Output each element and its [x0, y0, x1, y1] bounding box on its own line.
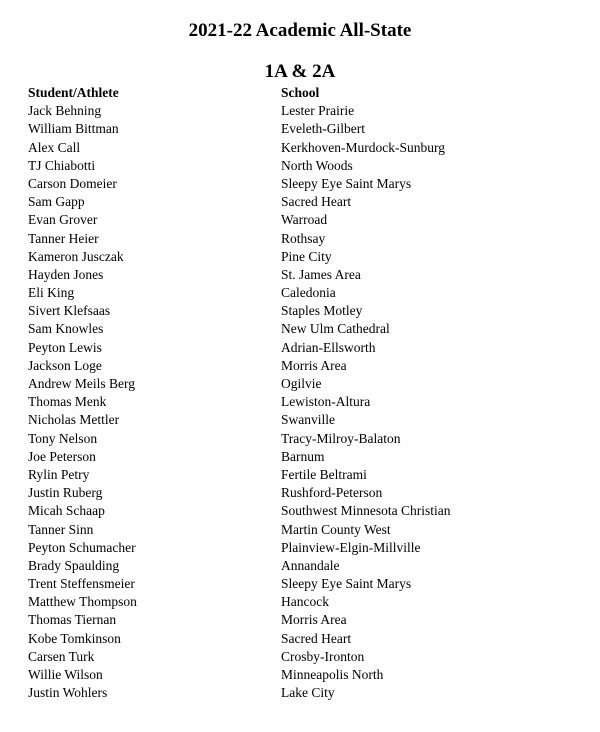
table-row — [28, 684, 588, 702]
column-header-school: School — [281, 85, 320, 100]
table-row — [28, 611, 588, 629]
table-row — [28, 411, 588, 429]
table-row — [28, 139, 588, 157]
table-row — [28, 157, 588, 175]
table-row — [28, 302, 588, 320]
student-name: Brady Spaulding — [28, 557, 120, 573]
table-row — [28, 593, 588, 611]
student-name: Justin Wohlers — [28, 685, 108, 701]
student-name: Jack Behning — [28, 103, 102, 119]
school-name: Plainview-Elgin-Millville — [281, 539, 421, 555]
school-name: Caledonia — [281, 285, 336, 301]
column-header-student: Student/Athlete — [28, 85, 119, 100]
student-name: Alex Call — [28, 139, 81, 155]
student-name: Sam Knowles — [28, 321, 104, 337]
table-row — [28, 120, 588, 138]
student-name: William Bittman — [28, 121, 119, 137]
school-name: Morris Area — [281, 612, 347, 628]
school-name: Lake City — [281, 685, 335, 701]
school-name: Sacred Heart — [281, 194, 352, 210]
student-name: Matthew Thompson — [28, 594, 137, 610]
school-name: Swanville — [281, 412, 335, 428]
document-subtitle: 1A & 2A — [264, 61, 336, 82]
school-name: Rushford-Peterson — [281, 485, 383, 501]
table-row — [28, 339, 588, 357]
table-row — [28, 102, 588, 120]
student-name: Rylin Petry — [28, 466, 90, 482]
student-name: Peyton Lewis — [28, 339, 102, 355]
table-row — [28, 539, 588, 557]
student-name: Tony Nelson — [28, 430, 98, 446]
table-row — [28, 630, 588, 648]
school-name: Southwest Minnesota Christian — [281, 503, 451, 519]
roster-table — [28, 84, 588, 702]
student-name: Evan Grover — [28, 212, 98, 228]
school-name: St. James Area — [281, 266, 361, 282]
school-name: Lester Prairie — [281, 103, 355, 119]
table-row — [28, 484, 588, 502]
document-title: 2021-22 Academic All-State — [188, 20, 412, 41]
table-row — [28, 175, 588, 193]
table-row — [28, 284, 588, 302]
school-name: Sacred Heart — [281, 630, 352, 646]
student-name: Willie Wilson — [28, 667, 103, 682]
school-name: Barnum — [281, 448, 325, 464]
student-name: Trent Steffensmeier — [28, 576, 135, 592]
table-row — [28, 448, 588, 466]
student-name: Carsen Turk — [28, 648, 95, 664]
table-row — [28, 248, 588, 266]
school-name: Ogilvie — [281, 376, 322, 391]
school-name: Hancock — [281, 594, 329, 610]
school-name: Eveleth-Gilbert — [281, 121, 365, 137]
student-name: Andrew Meils Berg — [28, 376, 135, 391]
school-name: Rothsay — [281, 230, 326, 246]
student-name: Jackson Loge — [28, 357, 102, 373]
table-row — [28, 320, 588, 338]
table-header — [28, 84, 588, 102]
student-name: Nicholas Mettler — [28, 412, 120, 428]
student-name: Thomas Tiernan — [28, 612, 117, 628]
table-row — [28, 557, 588, 575]
table-row — [28, 666, 588, 684]
school-name: Lewiston-Altura — [281, 394, 371, 410]
table-row — [28, 375, 588, 393]
school-name: Martin County West — [281, 521, 391, 537]
school-name: Fertile Beltrami — [281, 466, 367, 482]
school-name: New Ulm Cathedral — [281, 321, 390, 337]
table-row — [28, 211, 588, 229]
table-row — [28, 266, 588, 284]
school-name: North Woods — [281, 157, 353, 173]
table-body — [28, 102, 588, 702]
school-name: Crosby-Ironton — [281, 648, 365, 664]
school-name: Staples Motley — [281, 303, 363, 319]
table-row — [28, 193, 588, 211]
school-name: Minneapolis North — [281, 667, 384, 682]
student-name: Tanner Heier — [28, 230, 99, 246]
student-name: Hayden Jones — [28, 266, 104, 282]
student-name: Sam Gapp — [28, 194, 85, 210]
student-name: Micah Schaap — [28, 503, 105, 519]
school-name: Morris Area — [281, 357, 347, 373]
student-name: Sivert Klefsaas — [28, 303, 111, 319]
student-name: TJ Chiabotti — [28, 157, 96, 173]
student-name: Tanner Sinn — [28, 521, 94, 537]
student-name: Thomas Menk — [28, 394, 107, 410]
student-name: Kobe Tomkinson — [28, 630, 121, 646]
table-row — [28, 357, 588, 375]
table-row — [28, 393, 588, 411]
school-name: Warroad — [281, 212, 328, 228]
school-name: Annandale — [281, 557, 340, 573]
table-row — [28, 430, 588, 448]
student-name: Eli King — [28, 285, 75, 301]
school-name: Sleepy Eye Saint Marys — [281, 576, 412, 592]
student-name: Joe Peterson — [28, 448, 96, 464]
school-name: Sleepy Eye Saint Marys — [281, 175, 412, 191]
table-row — [28, 230, 588, 248]
table-row — [28, 521, 588, 539]
table-row — [28, 575, 588, 593]
school-name: Adrian-Ellsworth — [281, 339, 376, 355]
student-name: Kameron Jusczak — [28, 248, 124, 264]
school-name: Kerkhoven-Murdock-Sunburg — [281, 139, 445, 155]
school-name: Pine City — [281, 248, 332, 264]
student-name: Peyton Schumacher — [28, 539, 136, 555]
table-row — [28, 648, 588, 666]
student-name: Carson Domeier — [28, 175, 117, 191]
table-row — [28, 502, 588, 520]
student-name: Justin Ruberg — [28, 485, 103, 501]
school-name: Tracy-Milroy-Balaton — [281, 430, 401, 446]
table-row — [28, 466, 588, 484]
